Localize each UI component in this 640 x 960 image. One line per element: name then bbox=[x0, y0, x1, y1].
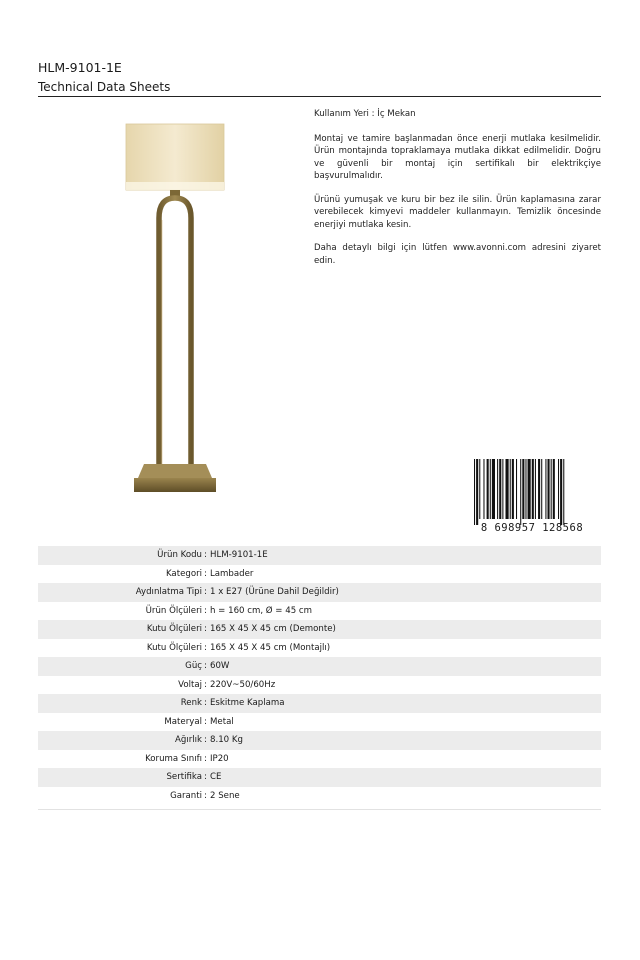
spec-label: Ürün Ölçüleri bbox=[145, 605, 202, 616]
barcode-bar bbox=[553, 459, 555, 519]
spec-label: Kategori bbox=[165, 568, 202, 579]
spec-value: IP20 bbox=[210, 753, 229, 764]
spec-table bbox=[38, 546, 601, 805]
barcode-bar bbox=[492, 459, 495, 519]
info-panel bbox=[314, 108, 601, 278]
spec-separator: : bbox=[204, 790, 207, 801]
care-paragraph: Ürünü yumuşak ve kuru bir bez ile silin. Ürün kaplamasına zarar verebilecek kimyevi maddeler kullanmayın. Temizlik öncesinde enerjiyi mutlaka kesin. bbox=[314, 194, 601, 230]
barcode-bar bbox=[476, 459, 478, 525]
spec-value: 8.10 Kg bbox=[210, 735, 243, 745]
usage-location: Kullanım Yeri : İç Mekan bbox=[314, 109, 416, 119]
barcode-bar bbox=[541, 459, 542, 519]
spec-label: Aydınlatma Tipi bbox=[135, 587, 202, 597]
barcode-bar bbox=[474, 459, 475, 525]
spec-separator: : bbox=[204, 698, 207, 708]
spec-row bbox=[38, 787, 601, 806]
barcode-bar bbox=[510, 459, 511, 519]
barcode-bar bbox=[558, 459, 559, 519]
spec-value: 165 X 45 X 45 cm (Montajlı) bbox=[210, 642, 331, 653]
spec-row bbox=[38, 583, 601, 602]
barcode-bar bbox=[548, 459, 550, 519]
product-code-title: HLM-9101-1E bbox=[38, 60, 122, 75]
barcode-bar bbox=[499, 459, 501, 519]
spec-table-bottom-rule bbox=[38, 809, 601, 810]
spec-row bbox=[38, 713, 601, 732]
spec-separator: : bbox=[204, 642, 207, 653]
spec-separator: : bbox=[204, 661, 207, 671]
barcode-bar bbox=[483, 459, 484, 519]
more-info-paragraph: Daha detaylı bilgi için lütfen www.avonni.com adresini ziyaret edin. bbox=[314, 243, 601, 266]
spec-label: Materyal bbox=[164, 716, 202, 727]
spec-label: Sertifika bbox=[166, 772, 202, 782]
spec-value: Lambader bbox=[210, 568, 254, 579]
floor-lamp-image bbox=[108, 118, 238, 510]
barcode-bar bbox=[525, 459, 526, 519]
barcode-bar bbox=[551, 459, 552, 519]
barcode-bar bbox=[560, 459, 562, 525]
spec-value: 1 x E27 (Ürüne Dahil Değildir) bbox=[210, 587, 339, 597]
spec-separator: : bbox=[204, 624, 207, 634]
barcode-bar bbox=[490, 459, 491, 519]
lamp-base bbox=[138, 464, 212, 478]
spec-value: Eskitme Kaplama bbox=[210, 698, 285, 708]
barcode-bar bbox=[512, 459, 514, 519]
spec-separator: : bbox=[204, 605, 207, 616]
spec-row bbox=[38, 639, 601, 658]
spec-label: Ürün Kodu bbox=[157, 550, 202, 560]
spec-value: HLM-9101-1E bbox=[210, 550, 268, 560]
barcode-bar bbox=[497, 459, 498, 519]
spec-value: 165 X 45 X 45 cm (Demonte) bbox=[210, 624, 336, 634]
barcode-bar bbox=[502, 459, 503, 519]
lamp-shade bbox=[126, 124, 224, 190]
barcode-bar bbox=[532, 459, 534, 519]
spec-value: 220V~50/60Hz bbox=[210, 679, 276, 690]
barcode-bar bbox=[538, 459, 540, 519]
spec-row bbox=[38, 657, 601, 676]
barcode-bar bbox=[487, 459, 489, 519]
barcode-bar bbox=[516, 459, 517, 519]
spec-label: Kutu Ölçüleri bbox=[146, 624, 202, 634]
barcode-bar bbox=[506, 459, 509, 519]
spec-row bbox=[38, 546, 601, 565]
spec-row bbox=[38, 768, 601, 787]
spec-separator: : bbox=[204, 735, 207, 745]
spec-row bbox=[38, 620, 601, 639]
spec-label: Garanti bbox=[170, 790, 202, 801]
safety-paragraph: Montaj ve tamire başlanmadan önce enerji mutlaka kesilmelidir. Ürün montajında topraklamaya mutlaka dikkat edilmelidir. Doğru ve güvenli bir montaj için sertifikalı bir elektrikçiye başvurulmalıdır. bbox=[314, 133, 601, 181]
spec-value: 60W bbox=[210, 661, 230, 671]
spec-label: Voltaj bbox=[178, 679, 202, 690]
spec-separator: : bbox=[204, 550, 207, 560]
barcode-bar bbox=[528, 459, 531, 519]
barcode-bar bbox=[479, 459, 480, 519]
barcode-digits: 8 698957 128568 bbox=[480, 522, 584, 534]
header-divider bbox=[38, 96, 601, 97]
spec-separator: : bbox=[204, 568, 207, 579]
barcode-bar bbox=[535, 459, 536, 519]
spec-value: CE bbox=[210, 772, 222, 782]
spec-label: Renk bbox=[180, 698, 202, 708]
spec-value: h = 160 cm, Ø = 45 cm bbox=[210, 605, 312, 616]
document-subtitle: Technical Data Sheets bbox=[38, 80, 171, 94]
spec-value: 2 Sene bbox=[210, 790, 240, 801]
spec-separator: : bbox=[204, 587, 207, 597]
barcode-bar bbox=[522, 459, 524, 519]
spec-label: Koruma Sınıfı bbox=[145, 753, 202, 764]
spec-label: Güç bbox=[185, 661, 202, 671]
spec-row bbox=[38, 602, 601, 621]
spec-separator: : bbox=[204, 753, 207, 764]
spec-separator: : bbox=[204, 772, 207, 782]
lamp-frame bbox=[159, 198, 191, 466]
spec-row bbox=[38, 565, 601, 584]
spec-row bbox=[38, 676, 601, 695]
barcode-bar bbox=[563, 459, 564, 525]
spec-row bbox=[38, 731, 601, 750]
spec-row bbox=[38, 750, 601, 769]
spec-value: Metal bbox=[210, 716, 234, 727]
spec-row bbox=[38, 694, 601, 713]
spec-label: Kutu Ölçüleri bbox=[146, 642, 202, 653]
spec-separator: : bbox=[204, 679, 207, 690]
barcode-bar bbox=[545, 459, 546, 519]
spec-separator: : bbox=[204, 716, 207, 727]
barcode-bar bbox=[520, 459, 521, 525]
spec-label: Ağırlık bbox=[174, 735, 202, 745]
